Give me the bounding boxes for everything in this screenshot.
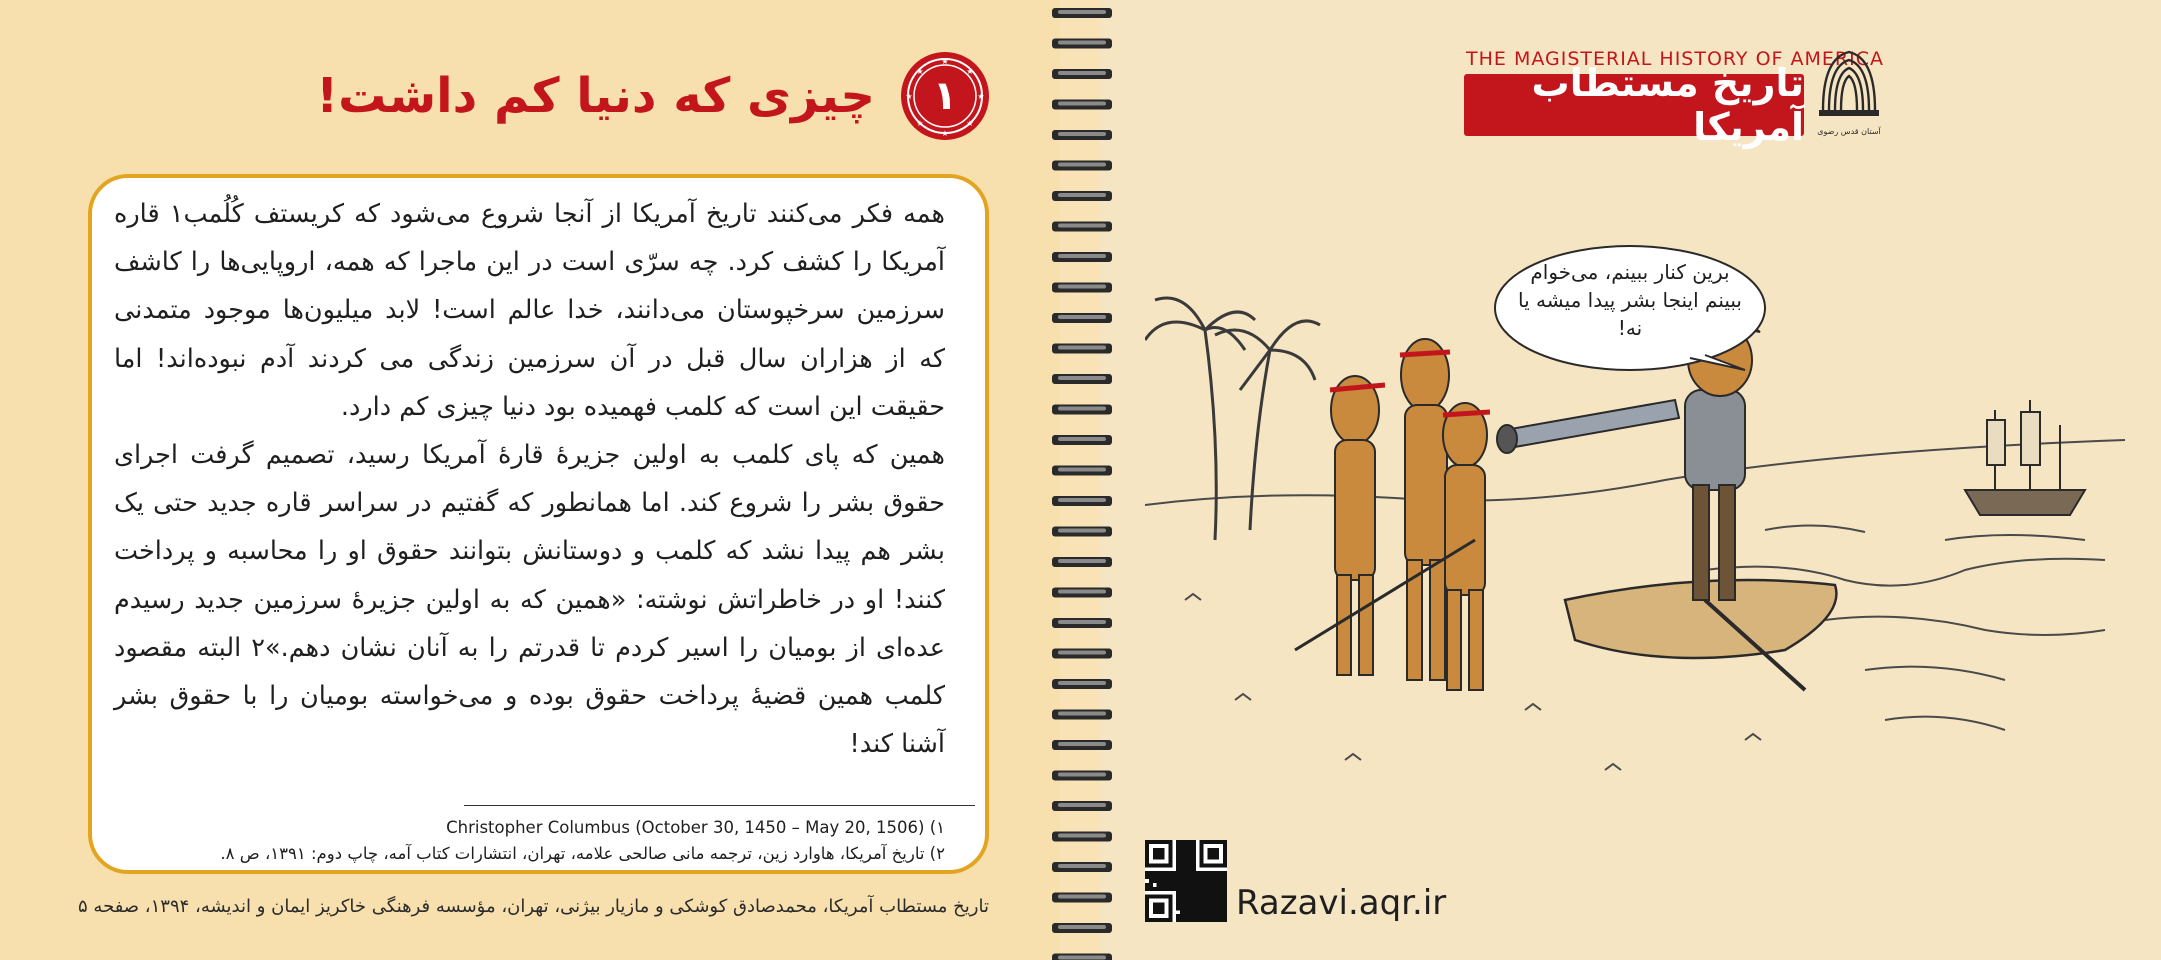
- footnote-1: [114, 815, 945, 841]
- brand-english-title: THE MAGISTERIAL HISTORY OF AMERICA: [1466, 48, 1884, 70]
- spiral-ring: [1052, 588, 1112, 598]
- spiral-ring: [1052, 344, 1112, 354]
- svg-text:★: ★: [905, 92, 913, 101]
- astan-quds-logo-icon: [1815, 44, 1883, 144]
- speech-bubble-text: برین کنار ببینم، می‌خوام ببینم اینجا بشر پیدا میشه یا نه!: [1517, 260, 1742, 340]
- spiral-ring: [1052, 8, 1112, 18]
- footnote-2: ۲) تاریخ آمریکا، هاوارد زین، ترجمه مانی صالحی علامه، تهران، انتشارات کتاب آمه، چاپ دوم: ۱۳۹۱، ص ۸.: [220, 844, 945, 863]
- spiral-ring: [1052, 923, 1112, 933]
- footnote-1-text: Christopher Columbus (October 30, 1450 – May 20, 1506): [446, 818, 925, 837]
- spiral-ring: [1052, 649, 1112, 659]
- svg-text:★: ★: [966, 67, 974, 76]
- spiral-ring: [1052, 130, 1112, 140]
- cartoon-illustration: [1145, 240, 2125, 840]
- spiral-ring: [1052, 527, 1112, 537]
- logo-caption: آستان قدس رضوی: [1817, 127, 1881, 136]
- svg-text:★: ★: [941, 57, 949, 66]
- spiral-ring: [1052, 466, 1112, 476]
- spiral-ring: [1052, 374, 1112, 384]
- spiral-ring: [1052, 100, 1112, 110]
- spiral-ring: [1052, 557, 1112, 567]
- footnotes: [114, 815, 945, 867]
- paragraph-1: همه فکر می‌کنند تاریخ آمریکا از آنجا شروع می‌شود که کریستف کُلُمب۱ قاره آمریکا را کشف کرد. چه سرّی است در این ماجرا که همه، اروپایی‌ها را کاشف سرزمین سرخپوستان می‌دانند، خدا عالم است! لابد میلیون‌ها موجود متمدنی که از هزاران سال قبل در آن سرزمین زندگی می کردند آدم نبوده‌اند! اما حقیقت این است که کلمب فهمیده بود دنیا چیزی کم دارد.: [114, 199, 945, 422]
- website-url[interactable]: Razavi.aqr.ir: [1236, 883, 1447, 923]
- spiral-ring: [1052, 801, 1112, 811]
- source-citation: تاریخ مستطاب آمریکا، محمدصادق کوشکی و مازیار بیژنی، تهران، مؤسسه فرهنگی خاکریز ایمان و اندیشه، ۱۳۹۴، صفحه ۵: [78, 896, 989, 917]
- chapter-title: چیزی که دنیا کم داشت!: [316, 68, 875, 124]
- spiral-ring: [1052, 39, 1112, 49]
- spiral-ring: [1052, 710, 1112, 720]
- spiral-ring: [1052, 893, 1112, 903]
- spiral-ring: [1052, 222, 1112, 232]
- spiral-ring: [1052, 252, 1112, 262]
- spiral-ring: [1052, 191, 1112, 201]
- spiral-ring: [1052, 679, 1112, 689]
- spiral-ring: [1052, 832, 1112, 842]
- spiral-ring: [1052, 862, 1112, 872]
- footnote-divider: [464, 805, 975, 806]
- spiral-ring: [1052, 313, 1112, 323]
- spiral-ring: [1052, 771, 1112, 781]
- qr-code-icon[interactable]: [1145, 840, 1227, 922]
- spiral-ring: [1052, 618, 1112, 628]
- svg-text:★: ★: [916, 119, 924, 128]
- text-box: [88, 174, 989, 874]
- spiral-binding: [1052, 0, 1112, 960]
- paragraph-2: همین که پای کلمب به اولین جزیرهٔ قارهٔ آمریکا رسید، تصمیم گرفت اجرای حقوق بشر را شروع کند. اما همانطور که گفتیم در سراسر قاره جدید حتی یک بشر هم پیدا نشد که کلمب و دوستانش بتوانند حقوق او را محاسبه و پرداخت کنند! او در خاطراتش نوشته: «همین که به اولین جزیرهٔ سرزمین جدید رسیدم عده‌ای از بومیان را اسیر کردم تا قدرتم را به آنان نشان دهم.»۲ البته مقصود کلمب همین قضیهٔ پرداخت حقوق بوده و می‌خواسته بومیان را با حقوق بشر آشنا کند!: [114, 440, 945, 760]
- spiral-ring: [1052, 283, 1112, 293]
- svg-text:★: ★: [977, 92, 985, 101]
- svg-text:★: ★: [966, 119, 974, 128]
- spiral-ring: [1052, 740, 1112, 750]
- footnote-1-marker: ۱): [929, 818, 945, 837]
- spiral-ring: [1052, 161, 1112, 171]
- spiral-ring: [1052, 496, 1112, 506]
- body-text: [114, 190, 945, 768]
- spiral-ring: [1052, 69, 1112, 79]
- chapter-number-badge: [899, 50, 991, 142]
- chapter-heading: [316, 50, 991, 142]
- svg-text:★: ★: [941, 129, 949, 138]
- brand-persian-title: تاریخ مستطاب آمریکا: [1464, 74, 1804, 136]
- svg-text:★: ★: [916, 67, 924, 76]
- spiral-ring: [1052, 405, 1112, 415]
- spiral-ring: [1052, 435, 1112, 445]
- spiral-ring: [1052, 954, 1112, 960]
- chapter-number: ۱: [932, 73, 958, 119]
